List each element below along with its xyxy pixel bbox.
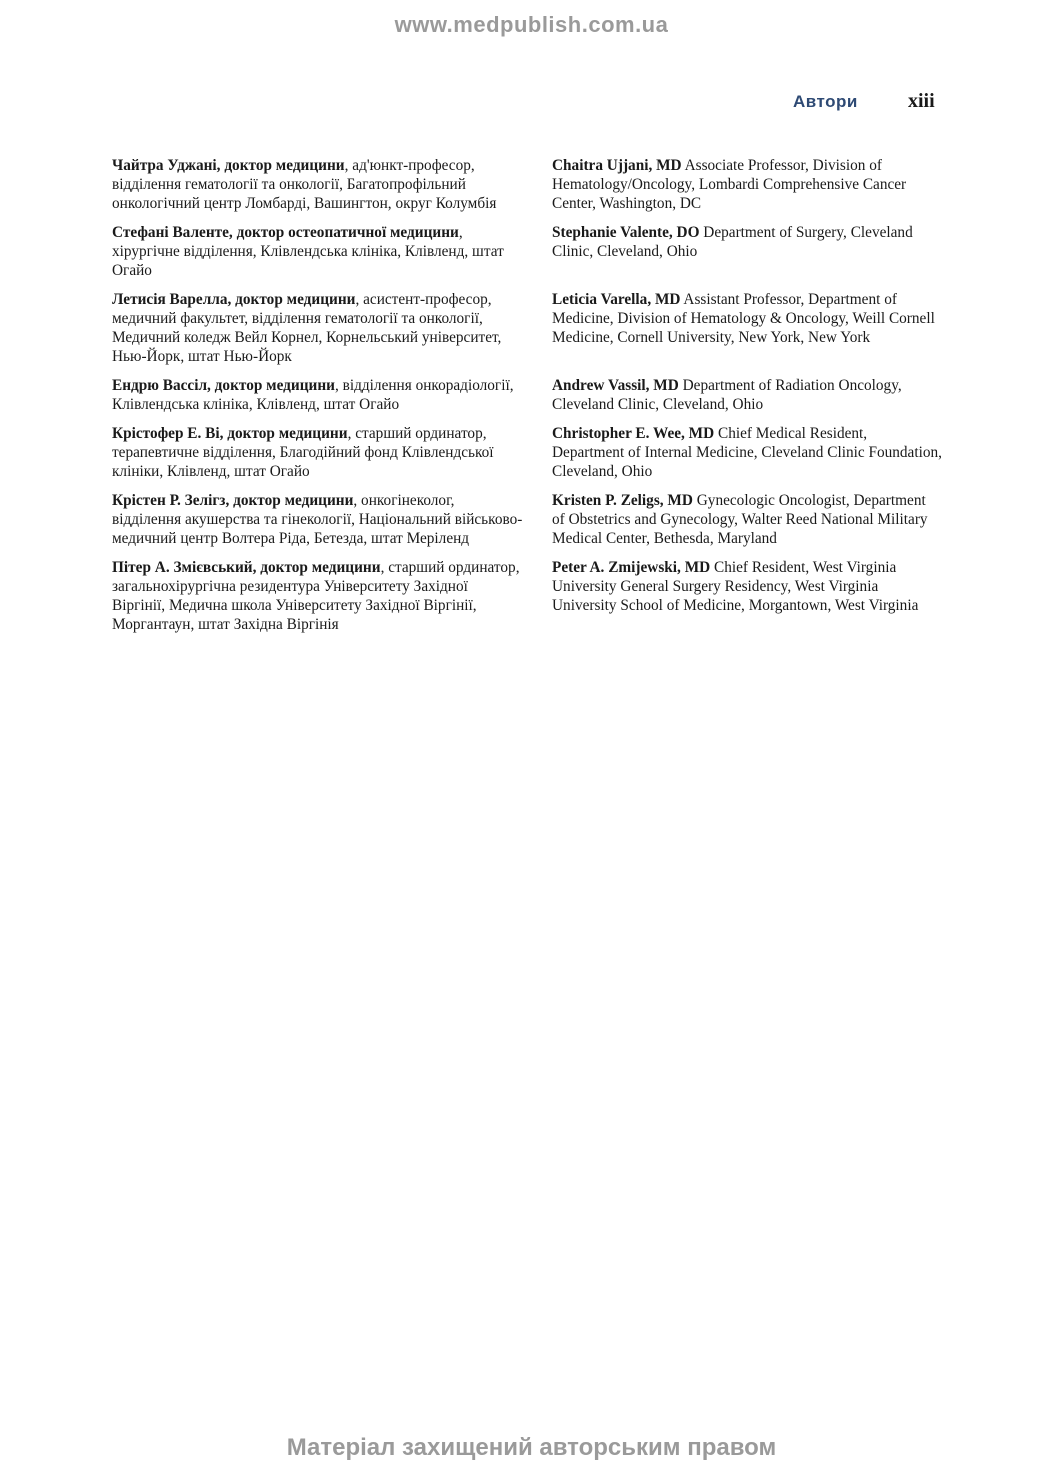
author-entry-english — [552, 424, 942, 481]
author-affiliation: , хірургічне відділення, Клівлендська клініка, Клівленд, штат Огайо — [112, 224, 504, 279]
author-entry-english — [552, 491, 942, 548]
author-affiliation: Assistant Professor, Department of Medicine, Division of Hematology & Oncology, Weill Cornell Medicine, Cornell University, New York, New York — [552, 291, 935, 346]
author-name: Летисія Варелла, доктор медицини — [112, 291, 356, 308]
section-title: Автори — [793, 92, 858, 111]
author-name: Стефані Валенте, доктор остеопатичної медицини — [112, 224, 459, 241]
author-affiliation: Department of Radiation Oncology, Cleveland Clinic, Cleveland, Ohio — [552, 377, 902, 413]
author-entry-ukrainian — [112, 558, 524, 634]
author-entry-ukrainian — [112, 290, 524, 366]
author-entry-ukrainian — [112, 223, 524, 280]
author-affiliation: , відділення онкорадіології, Клівлендська клініка, Клівленд, штат Огайо — [112, 377, 514, 413]
author-name: Christopher E. Wee, MD — [552, 425, 715, 442]
author-row — [112, 290, 942, 366]
author-name: Ендрю Вассіл, доктор медицини — [112, 377, 335, 394]
author-affiliation: Chief Medical Resident, Department of Internal Medicine, Cleveland Clinic Foundation, Cleveland, Ohio — [552, 425, 942, 480]
author-entry-ukrainian — [112, 491, 524, 548]
author-entry-english — [552, 156, 942, 213]
author-entry-english — [552, 558, 942, 634]
author-row — [112, 424, 942, 481]
author-affiliation: , онкогінеколог, відділення акушерства та гінекології, Національний військово-медичний центр Волтера Ріда, Бетезда, штат Меріленд — [112, 492, 523, 547]
author-row — [112, 376, 942, 414]
running-head — [0, 92, 1063, 118]
author-entry-english — [552, 290, 942, 366]
author-affiliation: Department of Surgery, Cleveland Clinic, Cleveland, Ohio — [552, 224, 913, 260]
author-name: Andrew Vassil, MD — [552, 377, 679, 394]
author-name: Крістен Р. Зелігз, доктор медицини — [112, 492, 354, 509]
author-affiliation: , старший ординатор, загальнохірургічна резидентура Університету Західної Віргінії, Медична школа Університету Західної Віргінії, Моргантаун, штат Західна Віргінія — [112, 559, 520, 633]
author-name: Stephanie Valente, DO — [552, 224, 700, 241]
author-entry-ukrainian — [112, 156, 524, 213]
author-affiliation: Associate Professor, Division of Hematology/Oncology, Lombardi Comprehensive Cancer Center, Washington, DC — [552, 157, 907, 212]
site-url-watermark: www.medpublish.com.ua — [394, 12, 669, 37]
author-entry-english — [552, 223, 942, 280]
author-affiliation: , старший ординатор, терапевтичне відділення, Благодійний фонд Клівлендської клініки, Клівленд, штат Огайо — [112, 425, 494, 480]
author-name: Пітер А. Змієвський, доктор медицини — [112, 559, 381, 576]
copyright-notice: Матеріал захищений авторським правом — [286, 1434, 777, 1461]
author-affiliation: Chief Resident, West Virginia University General Surgery Residency, West Virginia University School of Medicine, Morgantown, West Virginia — [552, 559, 919, 614]
author-name: Chaitra Ujjani, MD — [552, 157, 682, 174]
author-row — [112, 558, 942, 634]
author-affiliation: , асистент-професор, медичний факультет, відділення гематології та онкології, Медичний коледж Вейл Корнел, Корнельський університет, Нью-Йорк, штат Нью-Йорк — [112, 291, 502, 365]
author-affiliation: , ад'юнкт-професор, відділення гематології та онкології, Багатопрофільний онкологічний центр Ломбарді, Вашингтон, округ Колумбія — [112, 157, 497, 212]
author-name: Peter A. Zmijewski, MD — [552, 559, 711, 576]
author-list — [112, 156, 942, 644]
author-entry-ukrainian — [112, 376, 524, 414]
author-row — [112, 491, 942, 548]
author-name: Kristen P. Zeligs, MD — [552, 492, 693, 509]
author-name: Чайтра Уджані, доктор медицини — [112, 157, 345, 174]
page-number: xiii — [908, 90, 935, 112]
author-entry-english — [552, 376, 942, 414]
author-row — [112, 223, 942, 280]
author-name: Leticia Varella, MD — [552, 291, 681, 308]
author-entry-ukrainian — [112, 424, 524, 481]
author-row — [112, 156, 942, 213]
author-affiliation: Gynecologic Oncologist, Department of Obstetrics and Gynecology, Walter Reed National Military Medical Center, Bethesda, Maryland — [552, 492, 928, 547]
author-name: Крістофер Е. Ві, доктор медицини — [112, 425, 348, 442]
